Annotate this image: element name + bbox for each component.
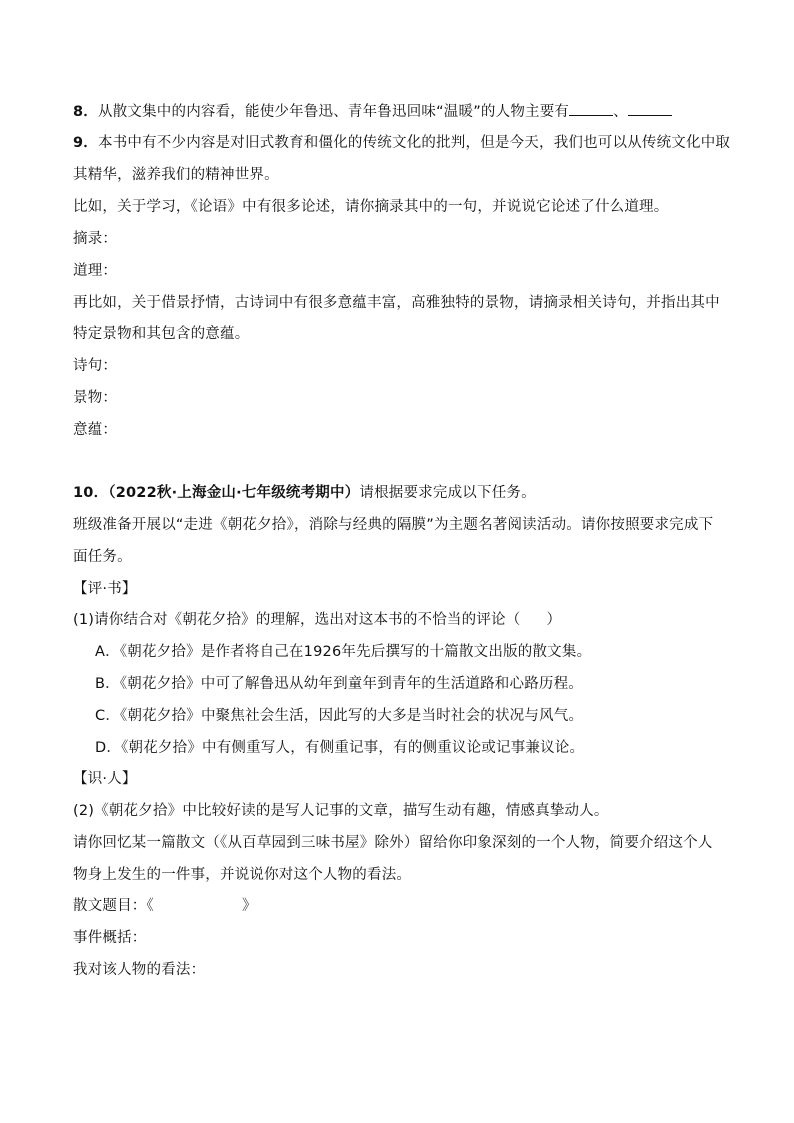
question-10-line-3: 面任务。 [73,549,132,565]
opinion-label: 我对该人物的看法： [73,962,206,978]
excerpt-label: 摘录： [73,231,118,247]
sub-question-2: (2)《朝花夕拾》中比较好读的是写人记事的文章，描写生动有趣，情感真挚动人。 [73,803,609,819]
question-9-line-5: 特定景物和其包含的意蕴。 [73,326,250,342]
option-a[interactable]: A．《朝花夕拾》是作者将自己在1926年先后撰写的十篇散文出版的散文集。 [95,644,592,660]
section-review-book: 【评·书】 [73,581,137,597]
meaning-label: 意蕴： [73,422,118,438]
essay-title-label: 散文题目：《 [73,898,154,914]
question-10-intro: 请根据要求完成以下任务。 [359,485,536,501]
answer-blank-1[interactable] [569,101,613,116]
question-10-line-2: 班级准备开展以“走进《朝花夕拾》，消除与经典的隔膜”为主题名著阅读活动。请你按照要求完成下 [73,517,714,533]
section-know-person: 【识·人】 [73,771,137,787]
question-10-line-1 [73,483,536,503]
answer-blank-2[interactable] [628,101,672,116]
sub-question-1 [73,610,561,630]
question-10-source: （2022秋·上海金山·七年级统考期中） [108,485,360,501]
reason-label: 道理： [73,263,118,279]
question-8-number: 8． [73,104,98,120]
blank-separator: 、 [613,104,628,120]
essay-title-end: 》 [241,898,257,914]
event-summary-label: 事件概括： [73,930,147,946]
option-d[interactable]: D．《朝花夕拾》中有侧重写人，有侧重记事，有的侧重议论或记事兼议论。 [95,740,585,756]
question-8 [73,101,672,122]
sub-question-2-line-2: 请你回忆某一篇散文（《从百草园到三味书屋》除外）留给你印象深刻的一个人物，简要介绍这个人 [73,835,713,851]
question-9-line-3: 比如，关于学习，《论语》中有很多论述，请你摘录其中的一句，并说说它论述了什么道理。 [73,199,669,215]
question-10-number: 10． [73,485,109,501]
option-b[interactable]: B．《朝花夕拾》中可了解鲁迅从幼年到童年到青年的生活道路和心路历程。 [95,676,583,692]
question-9-text-1: 本书中有不少内容是对旧式教育和僵化的传统文化的批判，但是今天，我们也可以从传统文化中取 [98,135,731,151]
essay-title-field [73,896,257,916]
sub-question-1-end: ） [546,612,562,628]
option-c[interactable]: C．《朝花夕拾》中聚焦社会生活，因此写的大多是当时社会的状况与风气。 [95,708,584,724]
question-9-line-4: 再比如，关于借景抒情，古诗词中有很多意蕴丰富，高雅独特的景物，请摘录相关诗句，并指出其中 [73,295,720,311]
question-8-text: 从散文集中的内容看，能使少年鲁迅、青年鲁迅回味“温暖”的人物主要有 [98,104,570,120]
question-9-number: 9． [73,135,98,151]
question-9-line-1 [73,133,730,153]
scene-label: 景物： [73,390,118,406]
poem-label: 诗句： [73,358,118,374]
sub-question-2-line-3: 物身上发生的一件事，并说说你对这个人物的看法。 [73,867,412,883]
sub-question-1-text: (1)请你结合对《朝花夕拾》的理解，选出对这本书的不恰当的评论（ [73,612,521,628]
question-9-line-2: 其精华，滋养我们的精神世界。 [73,167,279,183]
